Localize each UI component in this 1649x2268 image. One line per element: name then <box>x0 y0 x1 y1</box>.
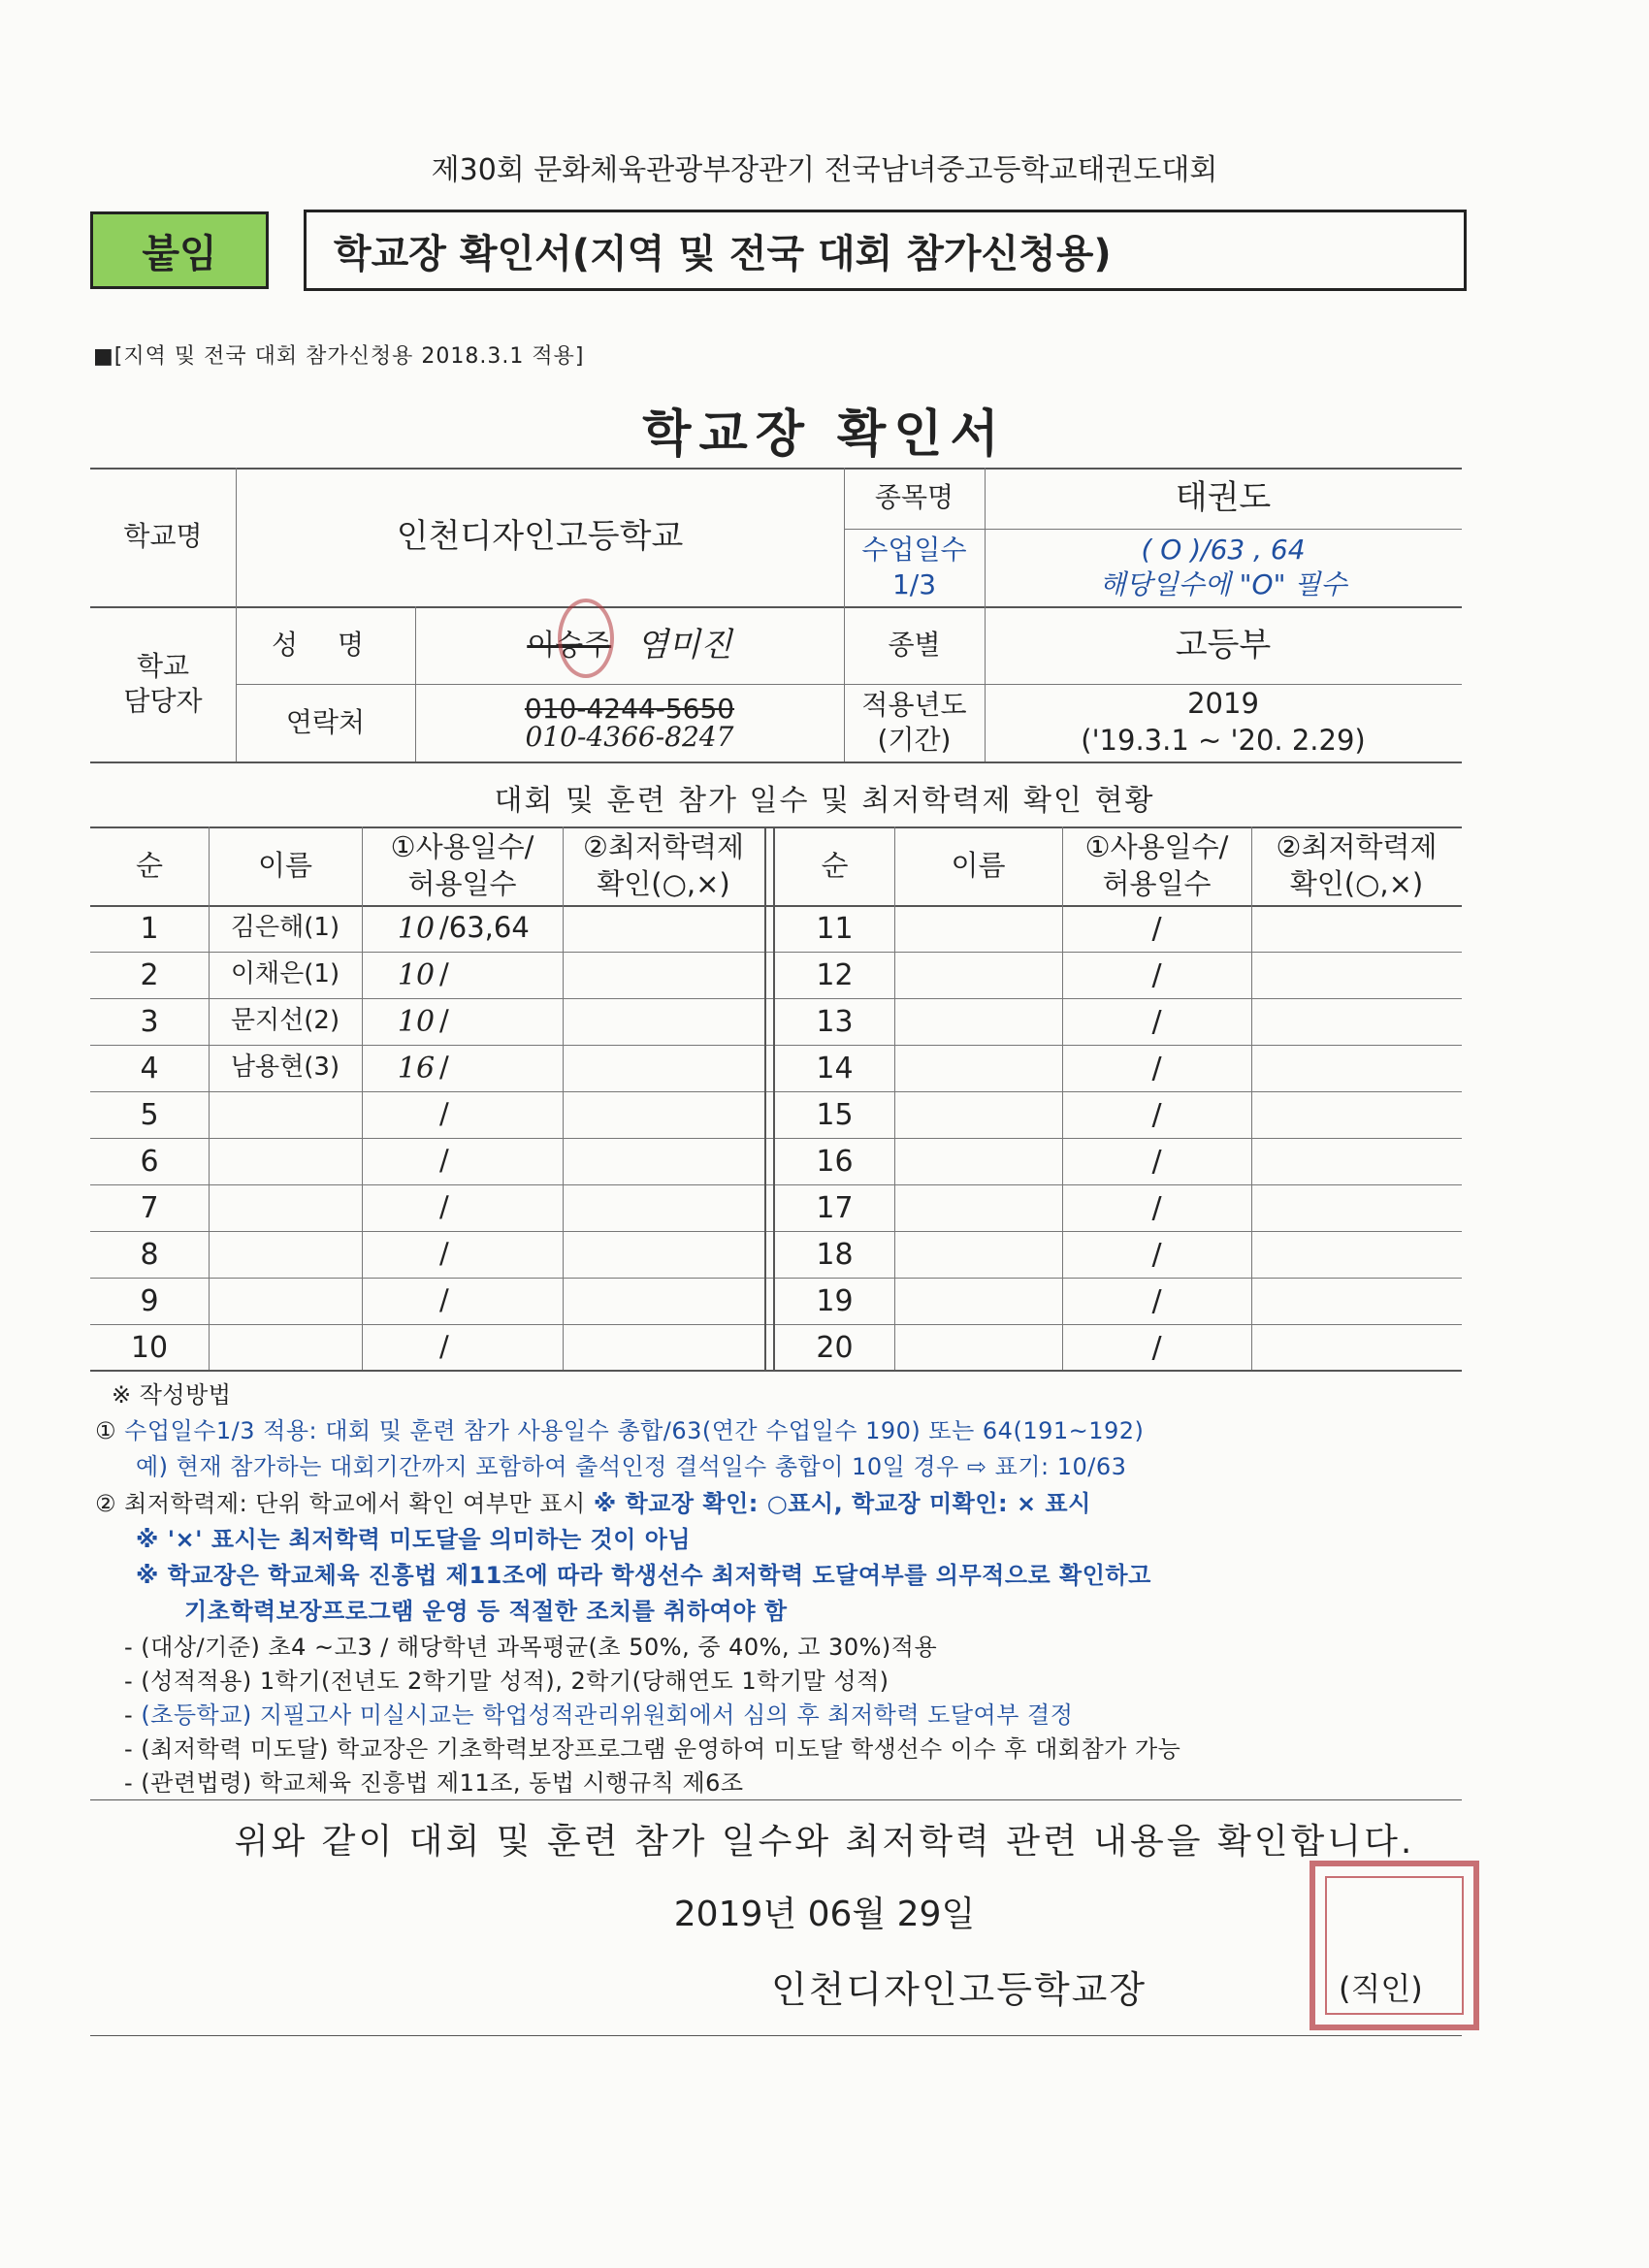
row-number: 20 <box>816 1330 854 1365</box>
student-name <box>209 1324 362 1371</box>
detail-4: - (최저학력 미도달) 학교장은 기초학력보장프로그램 운영하여 미도달 학생선수 이수 후 대회참가 가능 <box>124 1735 1181 1763</box>
student-name <box>209 1138 362 1184</box>
allowed-days: / <box>439 1051 449 1085</box>
min-academic-check <box>563 1278 764 1324</box>
division-label: 종별 <box>888 628 941 661</box>
allowed-days: / <box>439 1097 449 1131</box>
note-2 <box>95 1484 1091 1518</box>
note-2-text: 최저학력제: 단위 학교에서 확인 여부만 표시 <box>124 1490 586 1517</box>
note-3: ※ '×' 표시는 최저학력 미도달을 의미하는 것이 아님 <box>136 1526 692 1553</box>
allowed-days: / <box>439 957 449 991</box>
note-2-emphasis: ※ 학교장 확인: ○표시, 학교장 미확인: × 표시 <box>593 1490 1091 1517</box>
col-check-header-right <box>1251 826 1462 905</box>
col-days-header-line1: ①사용일수/ <box>390 829 534 863</box>
attachment-badge: 붙임 <box>90 211 269 289</box>
note-1-prefix: ① <box>95 1417 117 1444</box>
sport-value: 태권도 <box>1175 478 1272 518</box>
col-check-header-line1: ②최저학력제 <box>582 829 745 863</box>
name-struck: 이승주 <box>527 628 612 663</box>
class-days-label <box>844 529 985 606</box>
school-name-value: 인천디자인고등학교 <box>396 517 684 557</box>
row-number: 11 <box>816 911 854 946</box>
row-number: 7 <box>140 1190 159 1225</box>
division-value: 고등부 <box>1175 625 1272 664</box>
min-academic-check <box>1251 1045 1462 1091</box>
note-1-line2: 예) 현재 참가하는 대회기간까지 포함하여 출석인정 결석일수 총합이 10일 경우 ⇨ 표기: 10/63 <box>136 1453 1127 1480</box>
year-period: ('19.3.1 ~ '20. 2.29) <box>1081 724 1366 757</box>
personal-seal-stamp <box>558 599 614 678</box>
note-1-text: 수업일수1/3 적용: 대회 및 훈련 참가 사용일수 총합/63(연간 수업일수 190) 또는 64(191~192) <box>124 1417 1145 1444</box>
allowed-days: /63,64 <box>439 911 530 945</box>
allowed-days: / <box>1151 1330 1162 1365</box>
allowed-days: / <box>1151 1237 1162 1272</box>
min-academic-check <box>563 905 764 952</box>
form-title-box: 학교장 확인서(지역 및 전국 대회 참가신청용) <box>304 210 1467 291</box>
row-number: 14 <box>816 1051 854 1085</box>
document-title: 학교장 확인서 <box>642 405 1007 464</box>
col-no-header-right: 순 <box>821 848 849 882</box>
note-2-prefix: ② <box>95 1490 117 1517</box>
year-label <box>844 684 985 761</box>
contact-label: 연락처 <box>285 705 366 738</box>
min-academic-check <box>1251 1091 1462 1138</box>
row-number: 18 <box>816 1237 854 1272</box>
days-cell <box>362 952 563 998</box>
col-name-header-right: 이름 <box>951 848 1006 882</box>
event-title: 제30회 문화체육관광부장관기 전국남녀중고등학교태권도대회 <box>431 153 1218 187</box>
col-days-header-right-line2: 허용일수 <box>1102 866 1212 900</box>
notes-heading: ※ 작성방법 <box>112 1381 232 1409</box>
allowed-days: / <box>439 1144 449 1178</box>
min-academic-check <box>1251 1138 1462 1184</box>
col-name-header: 이름 <box>257 848 313 882</box>
student-name: 김은해(1) <box>230 913 340 943</box>
row-number: 4 <box>140 1051 159 1085</box>
row-number: 17 <box>816 1190 854 1225</box>
allowed-days: / <box>1151 1283 1162 1318</box>
row-number: 15 <box>816 1097 854 1132</box>
student-name <box>894 952 1062 998</box>
allowed-days: / <box>1151 1051 1162 1085</box>
min-academic-check <box>563 998 764 1045</box>
min-academic-check <box>563 1091 764 1138</box>
min-academic-check <box>1251 1278 1462 1324</box>
note-4-line1: ※ 학교장은 학교체육 진흥법 제11조에 따라 학생선수 최저학력 도달여부를 의무적으로 확인하고 <box>136 1562 1151 1589</box>
used-days: 10 <box>397 957 436 992</box>
min-academic-check <box>1251 1184 1462 1231</box>
student-name <box>894 1091 1062 1138</box>
days-cell <box>362 1091 563 1138</box>
allowed-days: / <box>1151 1190 1162 1225</box>
allowed-days: / <box>439 1283 449 1317</box>
used-days: 16 <box>397 1051 436 1085</box>
col-days-header-line2: 허용일수 <box>407 866 517 900</box>
year-label-line2: (기간) <box>877 724 952 756</box>
row-number: 10 <box>130 1330 169 1365</box>
days-cell <box>362 1231 563 1278</box>
row-number: 16 <box>816 1144 854 1179</box>
min-academic-check <box>1251 905 1462 952</box>
min-academic-check <box>563 1184 764 1231</box>
row-number: 19 <box>816 1283 854 1318</box>
student-name <box>894 998 1062 1045</box>
row-number: 3 <box>140 1004 159 1039</box>
min-academic-check <box>1251 998 1462 1045</box>
row-number: 1 <box>140 911 159 946</box>
days-cell <box>362 1045 563 1091</box>
allowed-days: / <box>1151 911 1162 946</box>
row-number: 13 <box>816 1004 854 1039</box>
min-academic-check <box>563 1138 764 1184</box>
school-name-label: 학교명 <box>123 520 203 553</box>
student-name <box>209 1278 362 1324</box>
class-days-value <box>985 529 1462 606</box>
allowed-days: / <box>1151 957 1162 992</box>
col-no-header: 순 <box>135 848 163 882</box>
days-cell <box>362 1324 563 1371</box>
col-days-header <box>362 826 563 905</box>
row-number: 5 <box>140 1097 159 1132</box>
class-days-value-line1: ( O )/63 , 64 <box>1141 533 1306 566</box>
allowed-days: / <box>439 1237 449 1271</box>
note-1-line1 <box>95 1411 1144 1445</box>
year-value <box>985 684 1462 761</box>
days-cell <box>362 1278 563 1324</box>
student-name <box>894 1138 1062 1184</box>
roster-section-title: 대회 및 훈련 참가 일수 및 최저학력제 확인 현황 <box>494 784 1155 818</box>
days-cell <box>362 1138 563 1184</box>
manager-label-line2: 담당자 <box>123 685 203 717</box>
min-academic-check <box>563 1231 764 1278</box>
name-handwritten: 염미진 <box>636 625 732 664</box>
allowed-days: / <box>439 1190 449 1224</box>
student-name <box>894 1231 1062 1278</box>
detail-3-dash: - <box>124 1701 134 1729</box>
student-name <box>894 1045 1062 1091</box>
row-number: 9 <box>140 1283 159 1318</box>
name-value <box>415 606 844 684</box>
min-academic-check <box>563 1324 764 1371</box>
contact-handwritten: 010-4366-8247 <box>525 721 734 753</box>
allowed-days: / <box>1151 1097 1162 1132</box>
class-days-label-line1: 수업일수 <box>861 533 967 566</box>
col-check-header-right-line1: ②최저학력제 <box>1276 829 1438 863</box>
row-number: 2 <box>140 957 159 992</box>
year-label-line1: 적용년도 <box>861 688 967 721</box>
student-name <box>894 1278 1062 1324</box>
allowed-days: / <box>1151 1144 1162 1179</box>
applies-note: ■[지역 및 전국 대회 참가신청용 2018.3.1 적용] <box>93 344 585 369</box>
student-name <box>209 1231 362 1278</box>
name-label: 성 명 <box>272 628 379 661</box>
row-number: 6 <box>140 1144 159 1179</box>
student-name: 남용현(3) <box>230 1053 340 1083</box>
contact-value <box>415 684 844 761</box>
student-name <box>894 1324 1062 1371</box>
allowed-days: / <box>1151 1004 1162 1039</box>
days-cell <box>362 998 563 1045</box>
confirmation-statement: 위와 같이 대회 및 훈련 참가 일수와 최저학력 관련 내용을 확인합니다. <box>234 1822 1415 1862</box>
class-days-value-line2: 해당일수에 "O" 필수 <box>1099 568 1347 600</box>
note-4-line2: 기초학력보장프로그램 운영 등 적절한 조치를 취하여야 함 <box>184 1598 788 1625</box>
contact-struck: 010-4244-5650 <box>524 692 735 725</box>
min-academic-check <box>563 952 764 998</box>
manager-label <box>90 606 236 761</box>
student-name <box>894 905 1062 952</box>
used-days: 10 <box>397 911 436 946</box>
col-days-header-right <box>1062 826 1251 905</box>
year-value-line1: 2019 <box>1187 687 1259 721</box>
detail-1: - (대상/기준) 초4 ~고3 / 해당학년 과목평균(초 50%, 중 40%, 고 30%)적용 <box>124 1634 938 1661</box>
min-academic-check <box>1251 952 1462 998</box>
seal-label: (직인) <box>1339 1970 1423 2007</box>
sport-label: 종목명 <box>874 481 954 514</box>
detail-3 <box>124 1696 1073 1730</box>
min-academic-check <box>1251 1231 1462 1278</box>
col-check-header-right-line2: 확인(○,×) <box>1289 866 1424 900</box>
min-academic-check <box>563 1045 764 1091</box>
student-name <box>209 1184 362 1231</box>
manager-label-line1: 학교 <box>136 649 190 682</box>
days-cell <box>362 1184 563 1231</box>
confirmation-date: 2019년 06월 29일 <box>673 1895 976 1934</box>
detail-2: - (성적적용) 1학기(전년도 2학기말 성적), 2학기(당해연도 1학기말 성적) <box>124 1668 889 1695</box>
student-name: 문지선(2) <box>230 1006 340 1036</box>
class-days-label-line2: 1/3 <box>891 568 937 600</box>
col-check-header <box>563 826 764 905</box>
allowed-days: / <box>439 1004 449 1038</box>
principal-signature: 인천디자인고등학교장 <box>771 1968 1148 2011</box>
row-number: 12 <box>816 957 854 992</box>
student-name <box>894 1184 1062 1231</box>
allowed-days: / <box>439 1330 449 1364</box>
min-academic-check <box>1251 1324 1462 1371</box>
days-cell <box>362 905 563 952</box>
detail-5: - (관련법령) 학교체육 진흥법 제11조, 동법 시행규칙 제6조 <box>124 1769 744 1797</box>
col-check-header-line2: 확인(○,×) <box>597 866 730 900</box>
student-name: 이채은(1) <box>230 959 340 989</box>
row-number: 8 <box>140 1237 159 1272</box>
detail-3-text: (초등학교) 지필고사 미실시교는 학업성적관리위원회에서 심의 후 최저학력 도달여부 결정 <box>141 1701 1074 1729</box>
student-name <box>209 1091 362 1138</box>
col-days-header-right-line1: ①사용일수/ <box>1084 829 1229 863</box>
used-days: 10 <box>397 1004 436 1039</box>
